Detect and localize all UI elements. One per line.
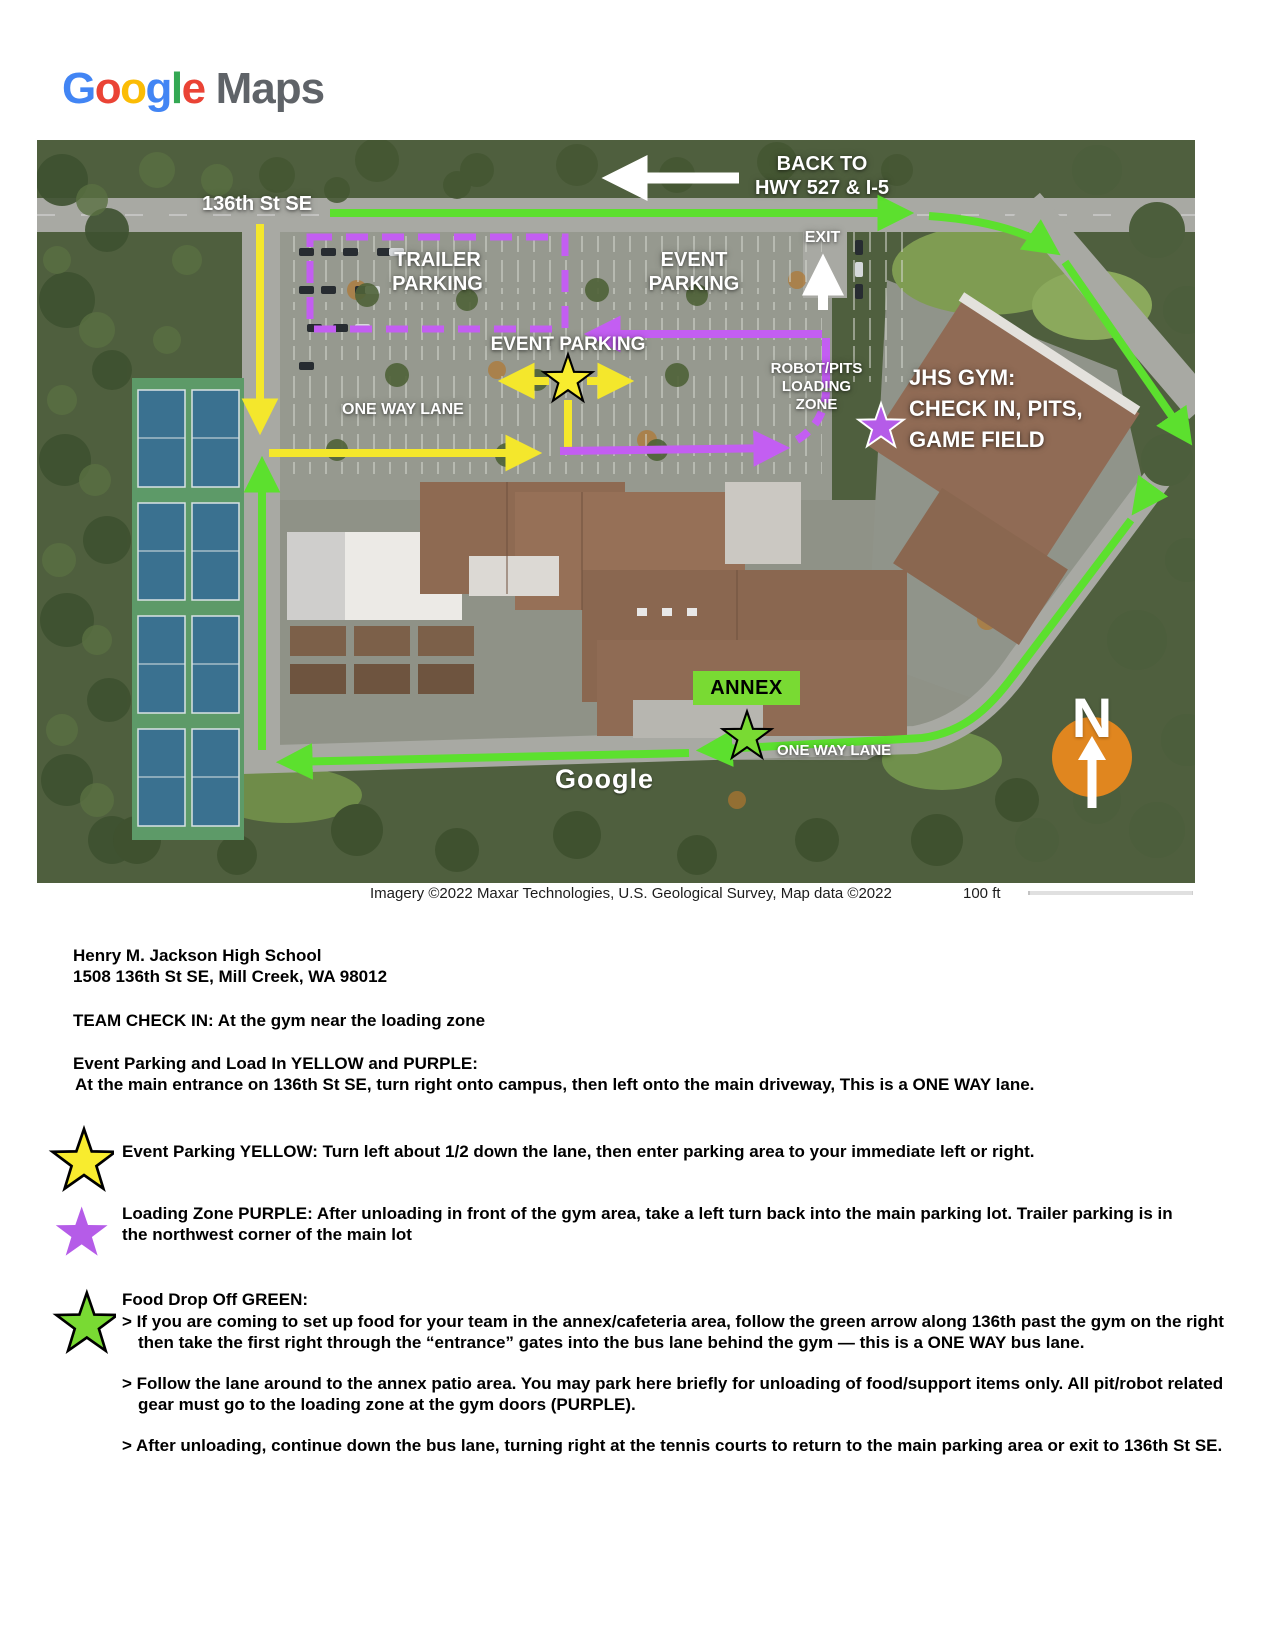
parking-header: Event Parking and Load In YELLOW and PURPLE:	[73, 1054, 478, 1073]
logo-letter: l	[170, 64, 182, 113]
purple-instruction: Loading Zone PURPLE: After unloading in front of the gym area, take a left turn back into the main parking lot. Trailer parking is in the northwest corner of the main lot	[122, 1204, 1173, 1244]
logo-letter: o	[120, 64, 146, 113]
team-check-in: TEAM CHECK IN: At the gym near the loading zone	[73, 1011, 486, 1030]
green-header: Food Drop Off GREEN:	[122, 1290, 309, 1309]
school-name: Henry M. Jackson High School	[73, 946, 322, 965]
legend-purple-star-icon	[42, 1194, 110, 1262]
green-route-bottom-arrow	[285, 753, 689, 762]
event-parking-label: EVENT PARKING	[648, 249, 740, 295]
street-label: 136th St SE	[202, 193, 313, 215]
legend-green-star-icon	[46, 1284, 116, 1354]
trailer-parking-label: TRAILER PARKING	[392, 249, 483, 295]
green-bullet-2: > Follow the lane around to the annex patio area. You may park here briefly for unloading of food/support items only. All pit/robot related gear must go to the loading zone at the gym doors (PURPLE).	[122, 1374, 1224, 1414]
one-way-lane-bottom-label: ONE WAY LANE	[777, 742, 892, 759]
logo-letter: o	[94, 64, 121, 113]
green-route-diagonal-arrow	[1065, 262, 1187, 438]
map-attribution: Imagery ©2022 Maxar Technologies, U.S. Geological Survey, Map data ©2022	[370, 885, 892, 902]
event-parking-star-icon	[547, 358, 590, 399]
logo-letter: e	[181, 64, 205, 113]
annex-label: ANNEX	[693, 671, 800, 705]
one-way-lane-left-label: ONE WAY LANE	[342, 401, 464, 418]
logo-letter: g	[145, 64, 171, 113]
green-route-gate-arrow	[1137, 486, 1153, 508]
satellite-map	[37, 140, 1195, 883]
compass-n-letter: N	[1071, 686, 1113, 749]
robot-pits-loading-label: ROBOT/PITS LOADING ZONE	[770, 360, 863, 413]
google-maps-logo	[62, 64, 324, 114]
google-watermark: Google	[555, 764, 654, 794]
exit-label: EXIT	[804, 229, 841, 246]
school-address: 1508 136th St SE, Mill Creek, WA 98012	[73, 967, 388, 986]
green-bullet-1: > If you are coming to set up food for your team in the annex/cafeteria area, follow the green arrow along 136th past the gym on the right then take the first right through the “entrance” gates into the bus lane behind the gym — this is a ONE WAY bus lane.	[122, 1312, 1224, 1352]
event-parking-star-label: EVENT PARKING	[490, 334, 646, 355]
purple-route-lane-arrow	[560, 448, 781, 451]
logo-letter: G	[62, 64, 95, 113]
scale-bar	[1028, 891, 1193, 895]
green-bullet-3: > After unloading, continue down the bus lane, turning right at the tennis courts to return to the main parking area or exit to 136th St SE.	[122, 1436, 1223, 1455]
back-to-hwy-label: BACK TO HWY 527 & I-5	[754, 153, 890, 199]
yellow-instruction: Event Parking YELLOW: Turn left about 1/2 down the lane, then enter parking area to your immediate left or right.	[122, 1142, 1035, 1161]
scale-label: 100 ft	[963, 885, 1001, 902]
logo-maps-text: Maps	[215, 64, 325, 113]
green-route-corner-arrow	[929, 216, 1053, 250]
parking-body: At the main entrance on 136th St SE, turn right onto campus, then left onto the main driveway, This is a ONE WAY lane.	[75, 1075, 1035, 1094]
jhs-gym-label: JHS GYM: CHECK IN, PITS, GAME FIELD	[909, 365, 1083, 452]
legend-yellow-star-icon	[42, 1120, 114, 1192]
